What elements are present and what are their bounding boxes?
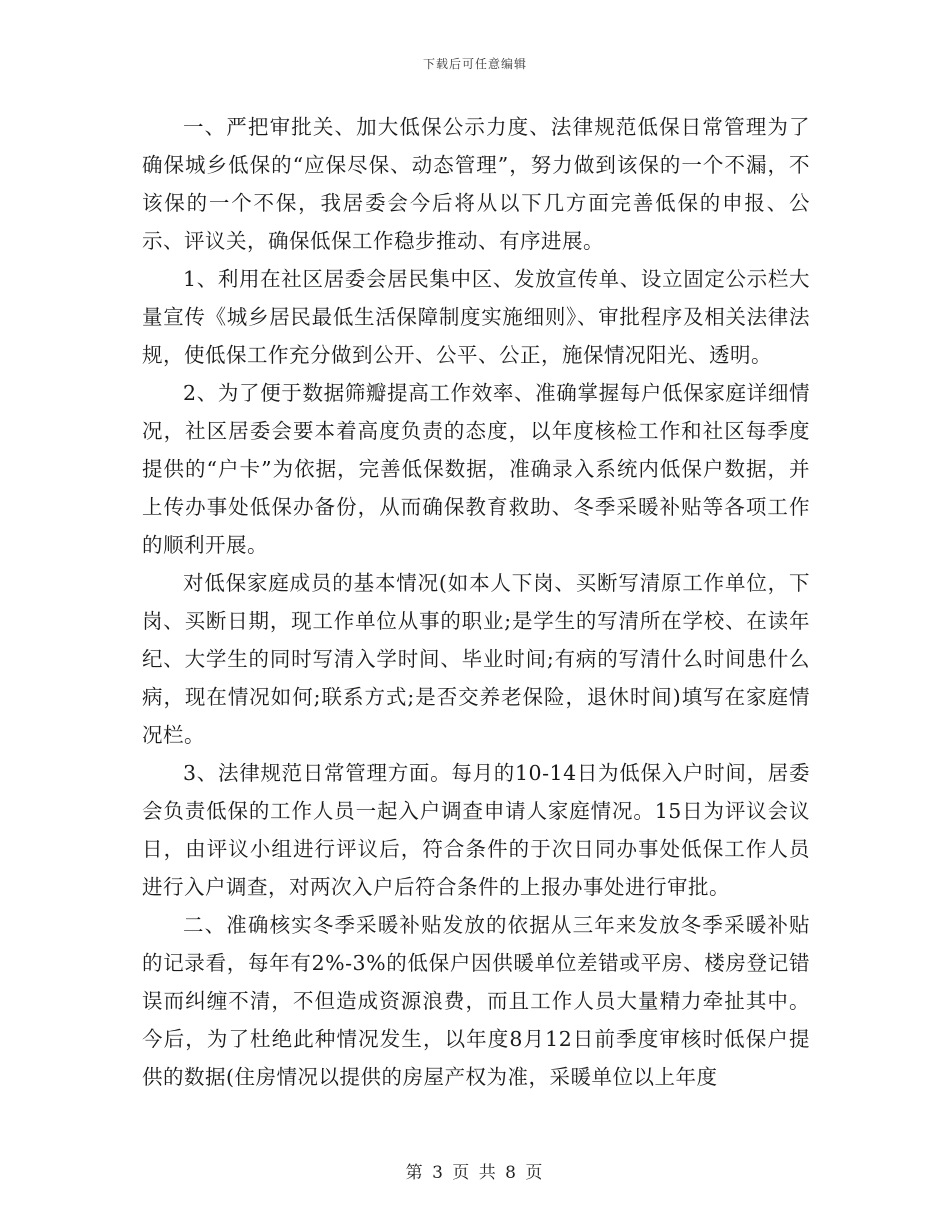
paragraph: 3、法律规范日常管理方面。每月的10-14日为低保入户时间，居委会负责低保的工作人员一起入户调查申请人家庭情况。15日为评议会议日，由评议小组进行评议后，符合条件的于次日同办事处低保工作人员进行入户调查，对两次入户后符合条件的上报办事处进行审批。	[142, 761, 810, 899]
header-note: 下载后可任意编辑	[422, 57, 527, 71]
page-number: 第 3 页 共 8 页	[405, 1163, 545, 1183]
paragraph: 一、严把审批关、加大低保公示力度、法律规范低保日常管理为了确保城乡低保的“应保尽保、动态管理”，努力做到该保的一个不漏，不该保的一个不保，我居委会今后将从以下几方面完善低保的申报、公示、评议关，确保低保工作稳步推动、有序进展。	[142, 115, 810, 253]
document-body	[142, 108, 810, 1096]
paragraph: 对低保家庭成员的基本情况(如本人下岗、买断写清原工作单位，下岗、买断日期，现工作单位从事的职业;是学生的写清所在学校、在读年纪、大学生的同时写清入学时间、毕业时间;有病的写清什么时间患什么病，现在情况如何;联系方式;是否交养老保险，退休时间)填写在家庭情况栏。	[142, 571, 810, 747]
paragraph: 1、利用在社区居委会居民集中区、发放宣传单、设立固定公示栏大量宣传《城乡居民最低生活保障制度实施细则》、审批程序及相关法律法规，使低保工作充分做到公开、公平、公正，施保情况阳光、透明。	[142, 267, 810, 367]
paragraph: 2、为了便于数据筛瓣提高工作效率、准确掌握每户低保家庭详细情况，社区居委会要本着高度负责的态度，以年度核检工作和社区每季度提供的“户卡”为依据，完善低保数据，准确录入系统内低保户数据，并上传办事处低保办备份，从而确保教育救助、冬季采暖补贴等各项工作的顺利开展。	[142, 381, 810, 557]
paragraph: 二、准确核实冬季采暖补贴发放的依据从三年来发放冬季采暖补贴的记录看，每年有2%-3%的低保户因供暖单位差错或平房、楼房登记错误而纠缠不清，不但造成资源浪费，而且工作人员大量精力牵扯其中。今后，为了杜绝此种情况发生，以年度8月12日前季度审核时低保户提供的数据(住房情况以提供的房屋产权为准，采暖单位以上年度	[142, 913, 810, 1089]
